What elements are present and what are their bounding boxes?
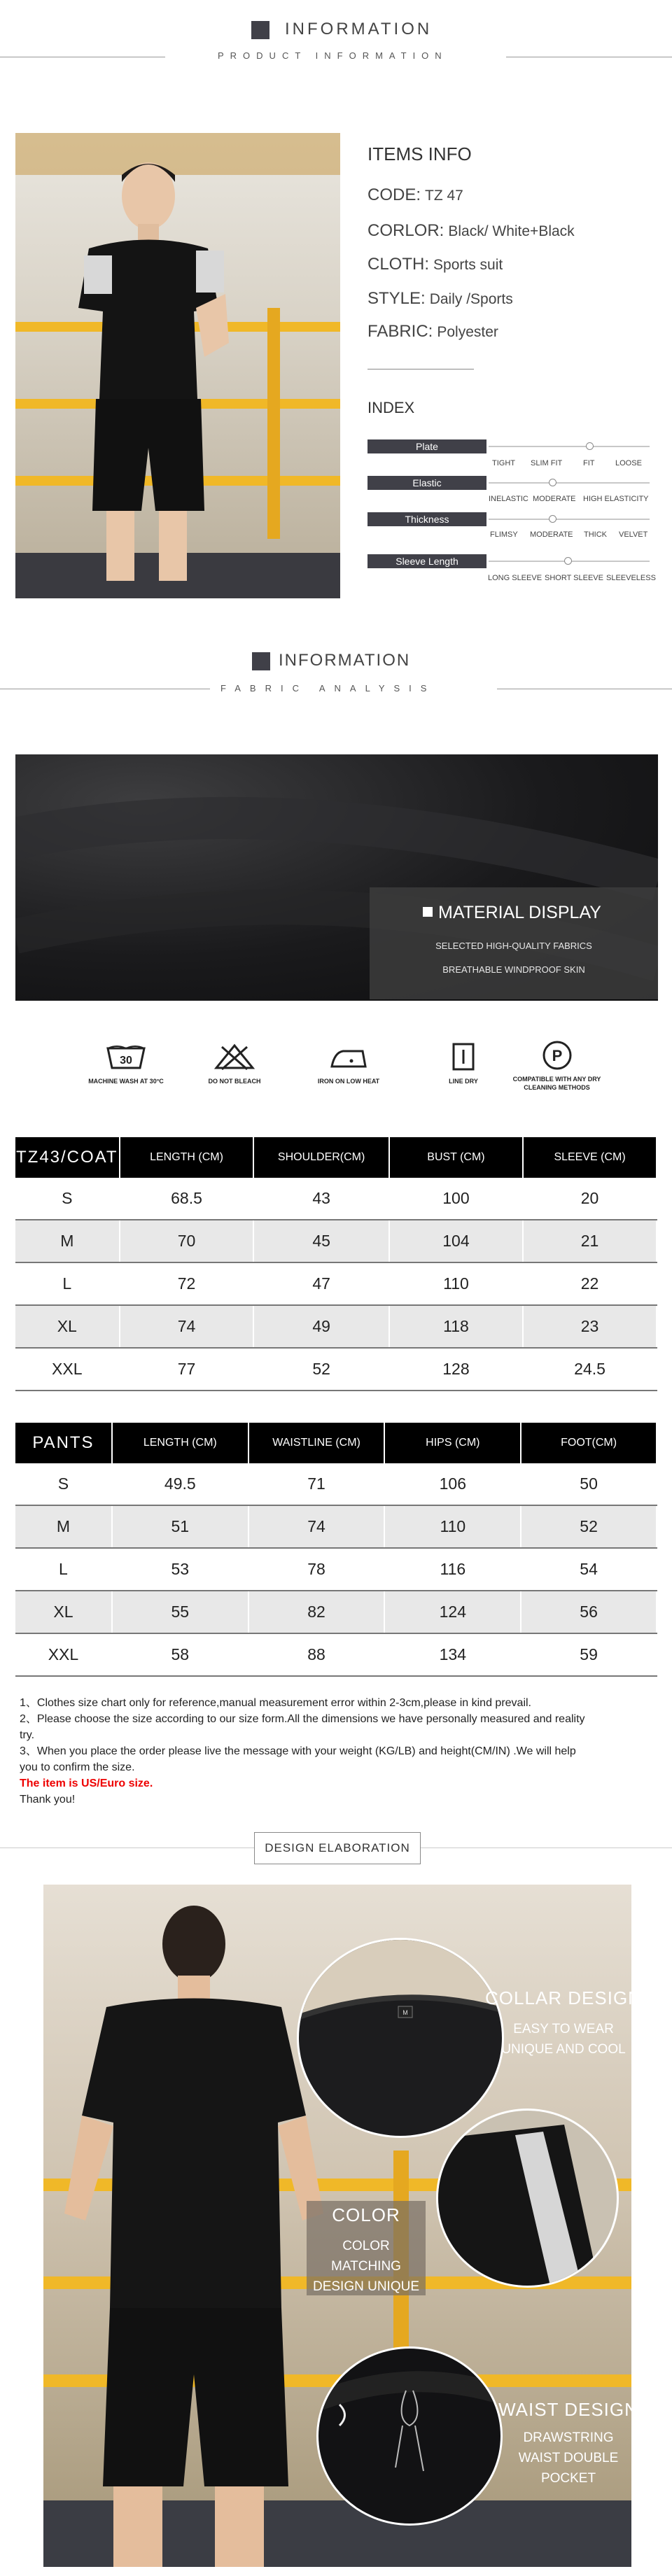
header-square-icon	[252, 652, 270, 670]
info-row-code: CODE: TZ 47	[368, 185, 463, 204]
index-option: THICK	[584, 530, 607, 539]
color-sub-1: COLOR MATCHING	[331, 2239, 401, 2274]
waist-annotation	[491, 2399, 645, 2489]
index-marker-plate	[586, 442, 594, 450]
index-title: INDEX	[368, 399, 415, 416]
table-header: FOOT(CM)	[521, 1423, 657, 1463]
table-cell: XL	[15, 1305, 120, 1348]
design-divider-left	[0, 1847, 254, 1848]
table-cell: 128	[389, 1348, 523, 1391]
no-bleach-icon	[214, 1043, 255, 1071]
note-line: Thank you!	[20, 1794, 76, 1806]
table-cell: 59	[521, 1633, 657, 1676]
collar-annotation	[483, 1987, 644, 2060]
table-cell: XL	[15, 1591, 112, 1633]
table-cell: 124	[384, 1591, 521, 1633]
table-cell: 82	[248, 1591, 385, 1633]
care-wash: 30 MACHINE WASH AT 30°C	[77, 1043, 175, 1085]
table-cell: 52	[253, 1348, 388, 1391]
index-label-sleeve: Sleeve Length	[368, 554, 486, 568]
coat-size-table	[15, 1137, 657, 1391]
material-line-2: BREATHABLE WINDPROOF SKIN	[442, 964, 585, 975]
table-cell: 110	[389, 1262, 523, 1305]
table-cell: S	[15, 1463, 112, 1505]
table-cell: 58	[112, 1633, 248, 1676]
table-cell: XXL	[15, 1348, 120, 1391]
index-track-thickness	[489, 519, 650, 520]
waist-sub-2: WAIST DOUBLE	[518, 2451, 619, 2465]
header-title: INFORMATION	[279, 651, 411, 670]
index-option: MODERATE	[533, 495, 576, 503]
index-option: INELASTIC	[489, 495, 528, 503]
table-cell: 104	[389, 1220, 523, 1262]
table-row	[15, 1548, 657, 1591]
care-no-bleach: DO NOT BLEACH	[186, 1043, 284, 1085]
table-cell: 74	[248, 1505, 385, 1548]
index-label-elastic: Elastic	[368, 476, 486, 490]
table-cell: 23	[523, 1305, 657, 1348]
collar-heading: COLLAR DESIGN	[485, 1987, 642, 2008]
table-cell: 22	[523, 1262, 657, 1305]
care-iron: IRON ON LOW HEAT	[300, 1043, 398, 1085]
table-header-row	[15, 1137, 657, 1178]
table-header: PANTS	[15, 1423, 112, 1463]
index-option: TIGHT	[492, 459, 515, 467]
table-cell: 20	[523, 1178, 657, 1220]
table-cell: 74	[120, 1305, 254, 1348]
header-title: INFORMATION	[285, 20, 433, 38]
index-marker-thickness	[549, 515, 556, 523]
table-cell: S	[15, 1178, 120, 1220]
table-header: SHOULDER(CM)	[253, 1137, 388, 1178]
table-header-row	[15, 1423, 657, 1463]
table-header: HIPS (CM)	[384, 1423, 521, 1463]
table-cell: 68.5	[120, 1178, 254, 1220]
table-cell: 47	[253, 1262, 388, 1305]
table-cell: 53	[112, 1548, 248, 1591]
fabric-analysis-header	[0, 651, 672, 714]
table-cell: 54	[521, 1548, 657, 1591]
waist-sub-3: POCKET	[540, 2471, 596, 2486]
table-cell: M	[15, 1505, 112, 1548]
waist-detail-circle	[316, 2346, 503, 2526]
collar-sub-2: UNIQUE AND COOL	[501, 2042, 626, 2057]
iron-low-heat-icon	[328, 1043, 370, 1071]
table-cell: XXL	[15, 1633, 112, 1676]
table-cell: 56	[521, 1591, 657, 1633]
table-row	[15, 1305, 657, 1348]
table-row	[15, 1633, 657, 1676]
index-option: MODERATE	[530, 530, 573, 539]
note-line: 3、When you place the order please live the message with your weight (KG/LB) and height(CM/IN) .We will help you to confirm the size.	[20, 1745, 576, 1773]
table-cell: 52	[521, 1505, 657, 1548]
table-cell: 116	[384, 1548, 521, 1591]
material-title: MATERIAL DISPLAY	[438, 903, 601, 922]
table-cell: 43	[253, 1178, 388, 1220]
color-heading: COLOR	[332, 2204, 400, 2225]
index-option: LONG SLEEVE	[488, 574, 542, 582]
table-cell: 77	[120, 1348, 254, 1391]
index-option: SHORT SLEEVE	[545, 574, 603, 582]
table-header: LENGTH (CM)	[120, 1137, 254, 1178]
table-header: SLEEVE (CM)	[523, 1137, 657, 1178]
table-cell: 106	[384, 1463, 521, 1505]
material-display-box	[370, 887, 658, 999]
items-info-title: ITEMS INFO	[368, 143, 472, 164]
color-annotation	[307, 2204, 426, 2297]
header-subtitle: FABRIC ANALYSIS	[220, 683, 436, 694]
table-cell: 51	[112, 1505, 248, 1548]
design-divider-right	[420, 1847, 672, 1848]
sleeve-detail-circle	[436, 2109, 619, 2288]
size-notes	[20, 1695, 594, 1808]
table-row	[15, 1591, 657, 1633]
color-sub-2: DESIGN UNIQUE	[312, 2279, 420, 2294]
table-cell: L	[15, 1548, 112, 1591]
index-track-plate	[489, 446, 650, 447]
index-option: FLIMSY	[490, 530, 518, 539]
collar-detail-circle	[297, 1938, 504, 2138]
table-row	[15, 1262, 657, 1305]
index-marker-elastic	[549, 479, 556, 486]
index-option: FIT	[583, 459, 595, 467]
index-option: LOOSE	[615, 459, 642, 467]
table-cell: 49	[253, 1305, 388, 1348]
collar-sub-1: EASY TO WEAR	[513, 2022, 614, 2036]
product-information-header	[0, 14, 672, 77]
table-cell: L	[15, 1262, 120, 1305]
table-cell: 24.5	[523, 1348, 657, 1391]
table-header: TZ43/COAT	[15, 1137, 120, 1178]
table-row	[15, 1463, 657, 1505]
table-cell: 118	[389, 1305, 523, 1348]
header-subtitle: PRODUCT INFORMATION	[218, 50, 448, 61]
svg-text:30: 30	[120, 1055, 132, 1067]
dry-clean-icon	[536, 1040, 578, 1071]
waist-sub-1: DRAWSTRING	[523, 2430, 614, 2445]
table-row	[15, 1505, 657, 1548]
index-label-thickness: Thickness	[368, 512, 486, 526]
note-line: 1、Clothes size chart only for reference,manual measurement error within 2-3cm,please in kind prevail.	[20, 1697, 531, 1709]
table-cell: 71	[248, 1463, 385, 1505]
table-cell: 110	[384, 1505, 521, 1548]
table-cell: M	[15, 1220, 120, 1262]
table-cell: 21	[523, 1220, 657, 1262]
table-header: LENGTH (CM)	[112, 1423, 248, 1463]
pants-size-table	[15, 1423, 657, 1677]
table-row	[15, 1348, 657, 1391]
info-row-fabric: FABRIC: Polyester	[368, 322, 498, 341]
index-option: SLEEVELESS	[606, 574, 656, 582]
table-header: BUST (CM)	[389, 1137, 523, 1178]
table-cell: 55	[112, 1591, 248, 1633]
table-cell: 70	[120, 1220, 254, 1262]
index-track-elastic	[489, 482, 650, 484]
table-cell: 78	[248, 1548, 385, 1591]
info-row-style: STYLE: Daily /Sports	[368, 289, 513, 308]
table-cell: 88	[248, 1633, 385, 1676]
note-size-warning: The item is US/Euro size.	[20, 1778, 153, 1789]
index-marker-sleeve	[564, 557, 572, 565]
table-row	[15, 1220, 657, 1262]
index-option: HIGH ELASTICITY	[583, 495, 649, 503]
note-line: 2、Please choose the size according to our size form.All the dimensions we have personally measured and reality try.	[20, 1713, 585, 1741]
header-square-icon	[251, 21, 270, 39]
care-dry-clean: P COMPATIBLE WITH ANY DRY CLEANING METHODS	[510, 1040, 604, 1092]
table-header: WAISTLINE (CM)	[248, 1423, 385, 1463]
svg-text:P: P	[552, 1047, 562, 1064]
model-photo	[15, 133, 340, 598]
table-cell: 72	[120, 1262, 254, 1305]
table-row	[15, 1178, 657, 1220]
waist-heading: WAIST DESIGN	[498, 2399, 638, 2420]
care-line-dry: LINE DRY	[414, 1043, 512, 1085]
material-square-icon	[423, 907, 433, 917]
wash-30-icon	[105, 1043, 147, 1071]
line-dry-icon	[442, 1043, 484, 1071]
table-cell: 134	[384, 1633, 521, 1676]
table-cell: 100	[389, 1178, 523, 1220]
info-row-color: CORLOR: Black/ White+Black	[368, 221, 575, 240]
index-option: VELVET	[619, 530, 648, 539]
size-tag-text: M	[402, 2009, 408, 2016]
design-elaboration-title: DESIGN ELABORATION	[254, 1832, 421, 1864]
info-row-cloth: CLOTH: Sports suit	[368, 255, 503, 274]
table-cell: 45	[253, 1220, 388, 1262]
material-line-1: SELECTED HIGH-QUALITY FABRICS	[435, 941, 592, 951]
table-cell: 50	[521, 1463, 657, 1505]
index-option: SLIM FIT	[531, 459, 563, 467]
index-label-plate: Plate	[368, 439, 486, 453]
table-cell: 49.5	[112, 1463, 248, 1505]
